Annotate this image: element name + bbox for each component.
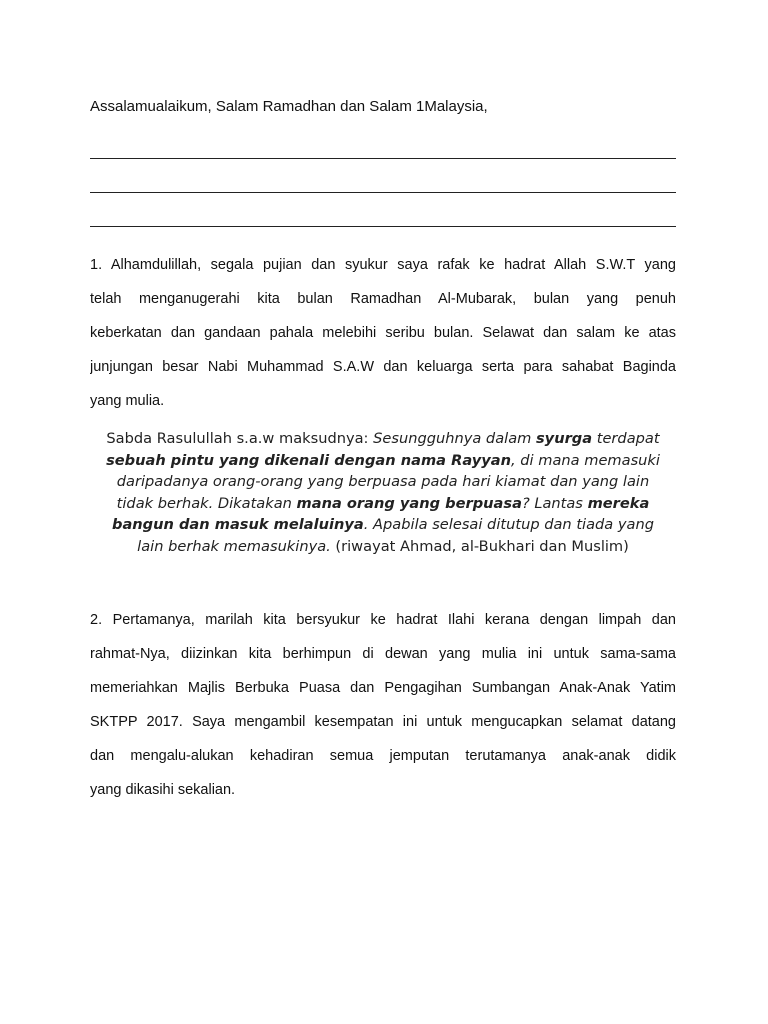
paragraph-1-line: keberkatan dan gandaan pahala melebihi seribu bulan. Selawat dan salam ke atas	[90, 325, 676, 341]
quote-text: terdapat	[592, 430, 660, 447]
quote-text: , di mana memasuki	[511, 451, 660, 469]
paragraph-2-line: rahmat-Nya, diizinkan kita berhimpun di dewan yang mulia ini untuk sama-sama	[90, 646, 676, 662]
paragraph-2	[90, 603, 676, 807]
quote-line	[90, 514, 676, 536]
paragraph-2-line: memeriahkan Majlis Berbuka Puasa dan Pengagihan Sumbangan Anak-Anak Yatim	[90, 680, 676, 696]
quote-line	[90, 471, 676, 493]
paragraph-2-line: 2. Pertamanya, marilah kita bersyukur ke hadrat Ilahi kerana dengan limpah dan	[90, 612, 676, 628]
quote-source: (riwayat Ahmad, al-Bukhari dan Muslim)	[330, 537, 629, 555]
blank-line-2	[90, 192, 676, 193]
quote-line	[90, 428, 676, 450]
quote-emphasis: mereka	[587, 494, 650, 512]
quote-line	[90, 493, 676, 515]
paragraph-1-line: telah menganugerahi kita bulan Ramadhan Al-Mubarak, bulan yang penuh	[90, 291, 676, 307]
quote-text: . Apabila selesai ditutup dan tiada yang	[363, 516, 654, 533]
paragraph-1	[90, 248, 676, 418]
quote-text: lain berhak memasukinya.	[137, 537, 331, 555]
quote-text: Sesungguhnya dalam	[373, 430, 536, 447]
paragraph-2-line: SKTPP 2017. Saya mengambil kesempatan ini untuk mengucapkan selamat datang	[90, 714, 676, 730]
quote-line	[90, 536, 676, 558]
blank-line-3	[90, 226, 676, 227]
greeting-line: Assalamualaikum, Salam Ramadhan dan Salam 1Malaysia,	[90, 98, 488, 115]
paragraph-1-line: yang mulia.	[90, 393, 165, 409]
paragraph-2-line: dan mengalu-alukan kehadiran semua jemputan terutamanya anak-anak didik	[90, 748, 676, 764]
quote-emphasis: sebuah pintu yang dikenali dengan nama Rayyan	[106, 451, 511, 469]
blank-line-1	[90, 158, 676, 159]
paragraph-2-line: yang dikasihi sekalian.	[90, 782, 236, 798]
paragraph-1-line: junjungan besar Nabi Muhammad S.A.W dan keluarga serta para sahabat Baginda	[90, 359, 676, 375]
quote-line	[90, 450, 676, 472]
paragraph-1-line: 1. Alhamdulillah, segala pujian dan syukur saya rafak ke hadrat Allah S.W.T yang	[90, 257, 676, 273]
quote-emphasis: mana orang yang berpuasa	[296, 494, 522, 512]
quote-lead: Sabda Rasulullah s.a.w maksudnya:	[106, 430, 374, 447]
quote-text: ? Lantas	[521, 494, 588, 512]
quote-emphasis: syurga	[536, 430, 593, 447]
quote-emphasis: bangun dan masuk melaluinya	[112, 516, 364, 533]
quote-text: tidak berhak. Dikatakan	[116, 494, 297, 512]
quote-text: daripadanya orang-orang yang berpuasa pada hari kiamat dan yang lain	[116, 473, 650, 490]
hadith-quote	[90, 428, 676, 557]
